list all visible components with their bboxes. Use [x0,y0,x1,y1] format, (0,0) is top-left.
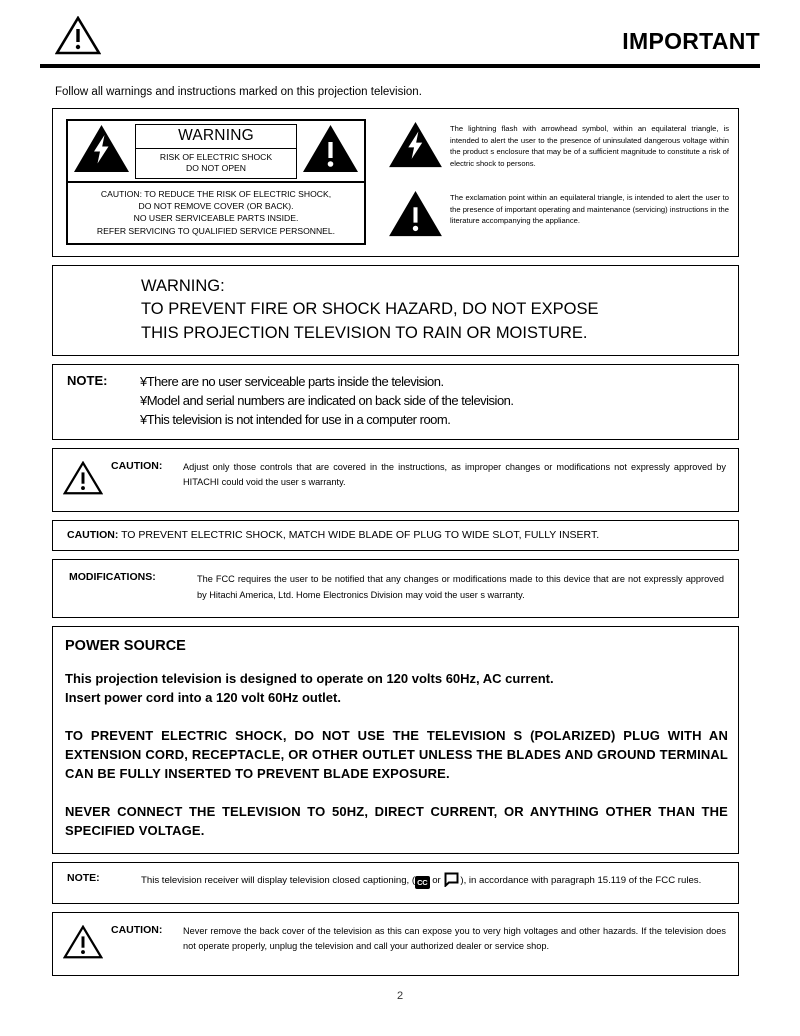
power-source-title: POWER SOURCE [65,637,186,654]
caution-backcover-box [52,912,739,976]
power-source-paragraph-1 [65,670,728,708]
symbol-explanations [366,119,729,245]
exclamation-triangle-icon [63,922,111,965]
warning-word: WARNING [136,125,296,149]
page-number: 2 [396,990,404,1002]
caution-controls-text: Adjust only those controls that are covered in the instructions, as improper changes or modifications not expressly approved by HITACHI could void the user s warranty. [183,461,726,487]
list-item: ¥Model and serial numbers are indicated on back side of the television. [140,393,514,409]
warning-triangle-icon [55,16,101,61]
cc-note-label: NOTE: [67,871,100,884]
symbol-panel-box [52,108,739,257]
risk-line-2: DO NOT OPEN [185,162,246,173]
power-source-p1-line2: Insert power cord into a 120 volt 60Hz outlet. [65,689,341,705]
note-item-list [140,373,514,430]
caution-backcover-text: Never remove the back cover of the television as this can expose you to very high voltages and other hazards. If the television does not operate properly, unplug the television and call your authorized dealer or service shop. [183,926,726,952]
modifications-label: MODIFICATIONS: [69,570,156,583]
big-warning-line-1: WARNING: [141,276,225,295]
caution-line-3: NO USER SERVICEABLE PARTS INSIDE. [133,213,299,224]
list-item: ¥This television is not intended for use in a computer room. [140,412,451,428]
cc-note-text-before: This television receiver will display television closed captioning, ( [141,874,416,886]
modifications-box [52,559,739,618]
caution-plug-box [52,520,739,551]
caution-label: CAUTION: [111,459,163,472]
warning-label-replica [66,119,366,245]
exclamation-triangle-icon [302,124,359,179]
cc-note-text [141,872,726,894]
power-source-paragraph-3: NEVER CONNECT THE TELEVISION TO 50HZ, DIRECT CURRENT, OR ANYTHING OTHER THAN THE SPECIFIED VOLTAGE. [65,803,728,838]
page-title: IMPORTANT [622,28,760,54]
lightning-bolt-triangle-icon [73,124,130,179]
warning-caution-text [68,183,364,243]
list-item: ¥There are no user serviceable parts inside the television. [140,374,444,390]
lightning-explanation-text: The lightning flash with arrowhead symbol, within an equilateral triangle, is intended to alert the user to the presence of uninsulated dangerous voltage within the product s enclosure that may be of a sufficient magnitude to constitute a risk of electric shock to persons. [450,124,729,168]
intro-text: Follow all warnings and instructions marked on this projection television. [55,86,422,98]
exclamation-explanation-row [388,188,729,243]
cc-note-text-after: ), in accordance with paragraph 15.119 of the FCC rules. [460,874,702,886]
caption-balloon-icon [444,872,459,894]
big-warning-line-2: TO PREVENT FIRE OR SHOCK HAZARD, DO NOT EXPOSE [141,300,599,319]
caution-plug-label: CAUTION: [67,528,119,541]
caution-plug-text: TO PREVENT ELECTRIC SHOCK, MATCH WIDE BLADE OF PLUG TO WIDE SLOT, FULLY INSERT. [121,528,600,541]
caution-line-2: DO NOT REMOVE COVER (OR BACK). [138,201,294,212]
caution-line-4: REFER SERVICING TO QUALIFIED SERVICE PERSONNEL. [96,225,336,236]
big-warning-line-3: THIS PROJECTION TELEVISION TO RAIN OR MOISTURE. [141,323,588,342]
power-source-p1-line1: This projection television is designed to operate on 120 volts 60Hz, AC current. [65,670,554,686]
page-header [40,0,760,72]
lightning-bolt-triangle-icon [388,119,450,174]
risk-line-1: RISK OF ELECTRIC SHOCK [159,151,273,162]
caution-line-1: CAUTION: TO REDUCE THE RISK OF ELECTRIC SHOCK, [100,189,332,199]
warning-risk-text [136,149,296,178]
power-source-box [52,626,739,854]
caution-backcover-label: CAUTION: [111,924,163,937]
power-source-paragraph-2: TO PREVENT ELECTRIC SHOCK, DO NOT USE THE TELEVISION S (POLARIZED) PLUG WITH AN EXTENSION CORD, RECEPTACLE, OR OTHER OUTLET UNLESS THE BLADES AND GROUND TERMINAL CAN BE FULLY INSERTED TO PREVENT BLADE EXPOSURE. [65,727,728,781]
fire-shock-warning-box [52,265,739,356]
exclamation-triangle-icon [63,458,111,501]
note-box [52,364,739,440]
caution-controls-box [52,448,739,512]
closed-captioning-note-box [52,862,739,905]
warning-inner-box [135,124,297,179]
exclamation-triangle-icon [388,188,450,243]
header-divider [40,64,760,68]
note-label: NOTE: [67,373,108,389]
exclamation-explanation-text: The exclamation point within an equilateral triangle, is intended to alert the user to the presence of important operating and maintenance (servicing) instructions in the literature accompanying the appliance. [450,193,729,226]
cc-badge-icon: CC [417,877,428,887]
cc-note-or: or [432,874,441,886]
lightning-explanation-row [388,119,729,174]
modifications-text: The FCC requires the user to be notified that any changes or modifications made to this device that are not expressly approved by Hitachi America, Ltd. Home Electronics Division may void the user s warranty. [197,573,724,601]
